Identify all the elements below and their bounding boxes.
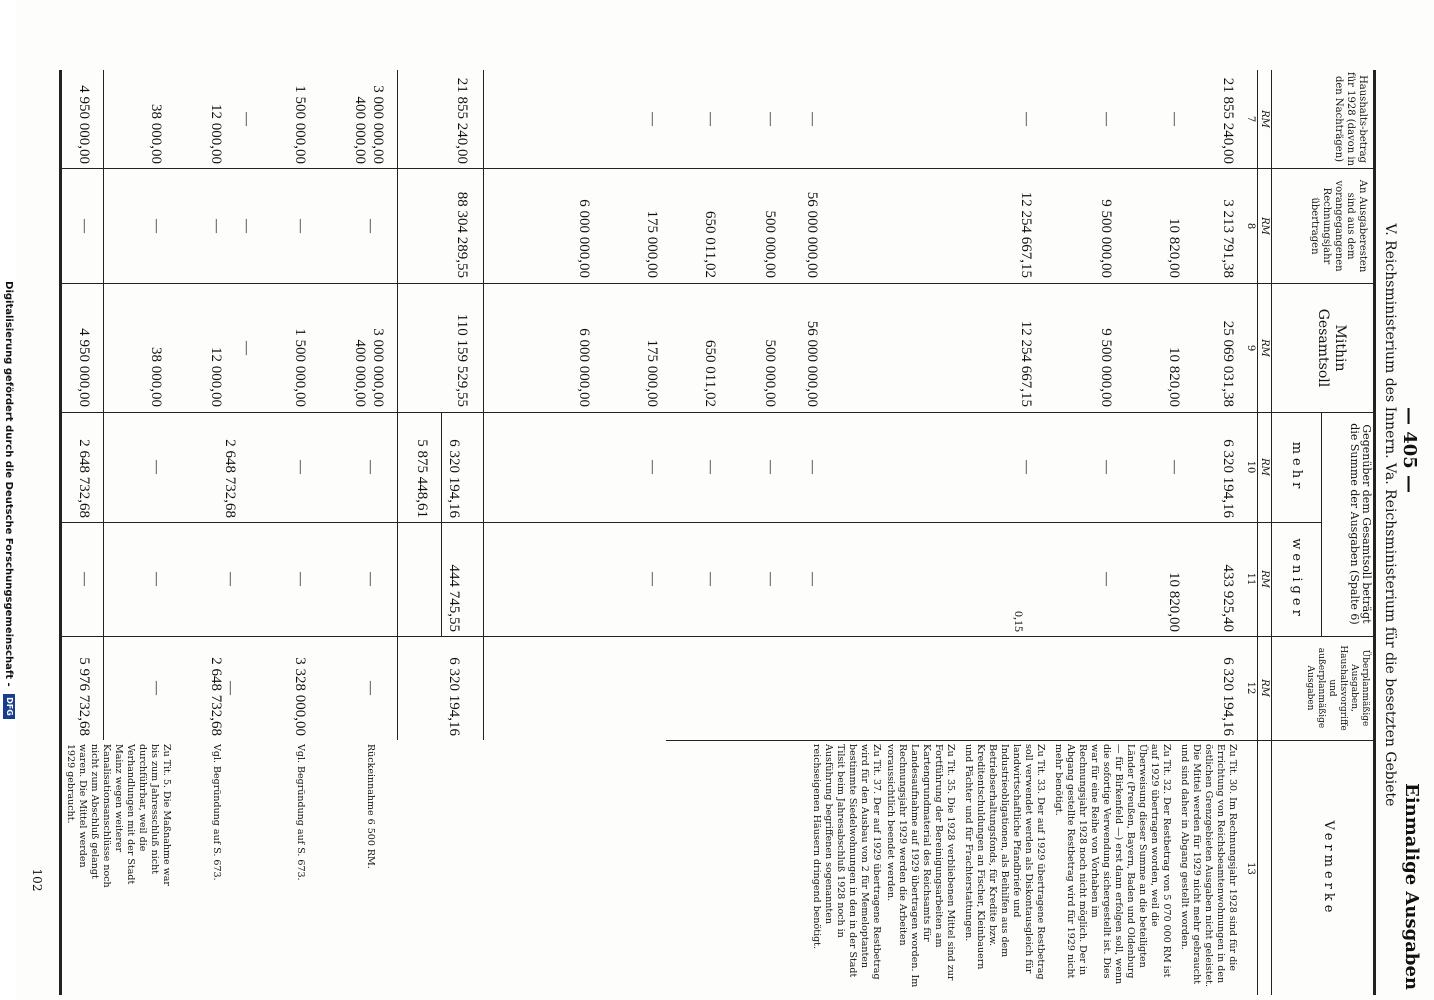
- colnum-10: 10: [1245, 460, 1256, 474]
- table-cell: 9 500 000,00: [1098, 328, 1114, 407]
- table-cell: 38 000,00: [148, 104, 164, 164]
- units-rule: [1257, 70, 1258, 995]
- page-number: — 405 —: [1399, 406, 1420, 494]
- sum-cell: —: [77, 219, 92, 233]
- remark-tit-33: Zu Tit. 33. Der auf 1929 übertragene Restbetrag soll verwendet werden als Diskontausgleich für landwirtschaftliche Pfandbriefe und Industrieobligationen, als Beihilfen aus dem Betriebserhaltungsfonds, für Kredite bzw. Kreditentschuldungen an Fischer, Kleinbauern und Pächter und für Frachterstattungen.: [963, 744, 1046, 980]
- remark-begruendung: Vgl. Begründung auf S. 673.: [295, 744, 306, 881]
- table-cell: —: [293, 460, 308, 474]
- col-header-12: Überplanmäßige Ausgaben, Haushaltsvorgriffe und außerplanmäßige Ausgaben: [1305, 645, 1370, 731]
- table-cell: 56 000 000,00: [804, 320, 820, 407]
- table-cell: 12 000,00: [208, 104, 224, 164]
- remark-tit-37: Zu Tit. 37. Der auf 1929 übertragene Restbetrag wird für den Ausbau von 2 für Memeloptanten bestimmte Siedelwohnungen in den in der Stadt Tilsit beim Jahresabschluß 1928 noch in Ausführung begriffenen sogenannten reichseigenen Häusern dringend benötigt.: [811, 744, 882, 980]
- header-bottom-rule: [1271, 70, 1272, 995]
- table-cell: 3 328 000,00: [292, 657, 308, 736]
- col-header-11: weniger: [1289, 538, 1304, 620]
- table-cell: 56 000 000,00: [804, 191, 820, 278]
- table-cell: —: [645, 572, 660, 586]
- footer-page-number: 102: [30, 868, 44, 892]
- table-cell: —: [239, 341, 254, 355]
- col-sep-10-11: [62, 522, 1322, 523]
- colnum-13: 13: [1245, 862, 1256, 875]
- table-cell: —: [1019, 460, 1034, 474]
- table-cell: 12 000,00: [208, 347, 224, 407]
- table-cell: —: [703, 112, 718, 126]
- table-cell: —: [149, 572, 164, 586]
- sum-top-rule: [483, 70, 484, 740]
- table-cell: —: [223, 681, 238, 695]
- digitization-note-text: Digitalisierung gefördert durch die Deutsche Forschungsgemeinschaft -: [3, 281, 14, 687]
- col-header-7: Haushalts-betrag für 1928 (davon in den Nachträgen): [1333, 72, 1368, 166]
- table-cell: 650 011,02: [702, 211, 718, 278]
- col-header-8: An Ausgaberesten sind aus dem vorangegangenen Rechnungsjahr übertragen: [1309, 179, 1368, 273]
- table-cell: —: [763, 112, 778, 126]
- table-cell: —: [1019, 112, 1034, 126]
- table-cell: —: [703, 460, 718, 474]
- digitization-note: [0, 0, 16, 1000]
- table-cell: 10 820,00: [1166, 347, 1182, 407]
- table-cell: —: [805, 572, 820, 586]
- col-header-9: Mithin Gesamtsoll: [1315, 308, 1348, 388]
- table-top-rule: [1373, 70, 1376, 995]
- table-cell: —: [805, 460, 820, 474]
- col-header-group: Gegenüber dem Gesamtsoll beträgt die Summe der Ausgaben (Spalte 6): [1348, 423, 1373, 625]
- col-sep-9-10: [62, 412, 1376, 413]
- group-header-rule: [1321, 412, 1322, 636]
- col-header-13: Vermerke: [1321, 820, 1336, 917]
- table-cell: —: [805, 112, 820, 126]
- remark-rueckeinnahme: Rückeinnahme 6 500 RM.: [365, 744, 376, 869]
- table-cell: —: [1099, 112, 1114, 126]
- sum-cell: 4 950 000,00: [76, 328, 92, 407]
- table-cell: 175 000,00: [644, 210, 660, 278]
- sum-mid-rule: [441, 412, 442, 636]
- table-cell: —: [293, 219, 308, 233]
- unit-11: RM: [1259, 570, 1270, 588]
- col-sep-12-13: [666, 740, 1376, 741]
- table-cell: —: [149, 460, 164, 474]
- table-cell: —: [703, 572, 718, 586]
- table-cell: 0,15: [1012, 611, 1026, 632]
- unit-12: RM: [1259, 679, 1270, 697]
- table-cell: —: [763, 460, 778, 474]
- col-header-10: mehr: [1289, 441, 1304, 493]
- colnum-8: 8: [1245, 222, 1256, 230]
- table-cell: —: [239, 112, 254, 126]
- col-sep-11-12: [62, 636, 1376, 637]
- table-cell: —: [363, 681, 378, 695]
- colnum-11: 11: [1245, 572, 1256, 586]
- ministry-heading: V. Reichsministerium des Innern. Va. Reichsministerium für die besetzten Gebiete: [1382, 223, 1398, 807]
- unit-8: RM: [1259, 217, 1270, 235]
- bottom-sum-rule: [103, 70, 104, 740]
- table-cell: 21 855 240,00: [1220, 77, 1236, 164]
- table-cell: —: [363, 219, 378, 233]
- colnum-12: 12: [1245, 681, 1256, 695]
- table-cell: 6 320 194,16: [1220, 657, 1236, 736]
- table-cell: —: [645, 112, 660, 126]
- table-cell: 650 011,02: [702, 340, 718, 407]
- sum-cell: 5 875 448,61: [414, 439, 430, 518]
- col-sep-7-8: [62, 168, 1376, 169]
- remark-tit-32: Zu Tit. 32. Der Restbetrag von 5 070 000 RM ist auf 1929 übertragen worden, weil die Überweisung dieser Summe an die beteiligten Länder (Preußen, Bayern, Baden und Oldenburg — für Birkenfeld —) erst dann erfolgen soll, wenn die sofortige Verwendung sichergestellt ist. Dies war für eine Reihe von Vorhaben im Rechnungsjahr 1928 noch nicht möglich. Der in Abgang gestellte Restbetrag wird für 1929 nicht mehr benötigt.: [1053, 744, 1172, 985]
- table-cell: —: [363, 460, 378, 474]
- table-cell: 10 820,00: [1166, 218, 1182, 278]
- table-cell: —: [1167, 112, 1182, 126]
- table-cell: —: [645, 460, 660, 474]
- table-cell: 9 500 000,00: [1098, 199, 1114, 278]
- sum-cell: 5 976 732,68: [76, 657, 92, 736]
- sum-cell: 21 855 240,00: [454, 77, 470, 164]
- table-cell: —: [293, 572, 308, 586]
- table-cell: —: [1099, 572, 1114, 586]
- sum-cell: 6 320 194,16: [446, 439, 462, 518]
- table-cell: 400 000,00: [352, 339, 368, 407]
- table-cell: 2 648 732,68: [222, 439, 238, 518]
- table-cell: 1 500 000,00: [292, 328, 308, 407]
- unit-7: RM: [1259, 110, 1270, 128]
- table-cell: 6 000 000,00: [576, 199, 592, 278]
- remark-tit-35: Zu Tit. 35. Die 1928 verbliebenen Mittel sind zur Fortführung der Bereinigungsarbeiten am Kartengrundmaterial des Reichsamts für Landesaufnahme auf 1929 übertragen worden. Im Rechnungsjahr 1929 werden die Arbeiten voraussichtlich beendet werden.: [885, 744, 956, 988]
- table-cell: 433 925,40: [1220, 564, 1236, 632]
- table-cell: 12 254 667,15: [1018, 320, 1034, 407]
- dfg-logo: DFG: [3, 694, 15, 719]
- table-cell: 12 254 667,15: [1018, 191, 1034, 278]
- colnum-9: 9: [1245, 344, 1256, 352]
- sum-cell: 4 950 000,00: [76, 85, 92, 164]
- table-cell: 25 069 031,38: [1220, 320, 1236, 407]
- remark-begruendung: Vgl. Begründung auf S. 673.: [211, 744, 222, 881]
- table-cell: 6 320 194,16: [1220, 439, 1236, 518]
- remark-tit-5: Zu Tit. 5. Die Maßnahme war bis zum Jahresschluß nicht durchführbar, weil die Verhandlungen mit der Stadt Mainz wegen weiterer Kanalisationsanschlüsse noch nicht zum Abschluß gelangt waren. Die Mittel werden 1929 gebraucht.: [65, 744, 172, 888]
- table-cell: —: [363, 572, 378, 586]
- sum-bottom-rule: [397, 70, 398, 740]
- table-cell: 500 000,00: [762, 210, 778, 278]
- table-cell: —: [763, 572, 778, 586]
- table-cell: 400 000,00: [352, 96, 368, 164]
- table-cell: —: [149, 681, 164, 695]
- sum-cell: 444 745,55: [446, 564, 462, 632]
- table-cell: 10 820,00: [1166, 572, 1182, 632]
- sum-cell: 6 320 194,16: [446, 657, 462, 736]
- col-sep-8-9: [62, 283, 1376, 284]
- table-cell: 3 213 791,38: [1220, 199, 1236, 278]
- table-cell: 3 000 000,00: [370, 328, 386, 407]
- table-cell: 2 648 732,68: [208, 657, 224, 736]
- table-cell: —: [223, 572, 238, 586]
- table-cell: 500 000,00: [762, 339, 778, 407]
- colnum-7: 7: [1245, 115, 1256, 123]
- page-title: Einmalige Ausgaben: [1401, 783, 1422, 990]
- sum-cell: —: [77, 572, 92, 586]
- table-cell: 175 000,00: [644, 339, 660, 407]
- table-cell: —: [149, 219, 164, 233]
- table-cell: —: [239, 219, 254, 233]
- unit-10: RM: [1259, 458, 1270, 476]
- table-cell: 1 500 000,00: [292, 85, 308, 164]
- table-cell: —: [1099, 460, 1114, 474]
- table-cell: —: [209, 219, 224, 233]
- sum-cell: 2 648 732,68: [76, 439, 92, 518]
- unit-9: RM: [1259, 339, 1270, 357]
- sum-cell: 110 159 529,55: [454, 313, 470, 407]
- table-cell: 3 000 000,00: [370, 85, 386, 164]
- table-cell: 38 000,00: [148, 347, 164, 407]
- table-cell: 6 000 000,00: [576, 328, 592, 407]
- table-cell: —: [1167, 460, 1182, 474]
- remark-tit-30: Zu Tit. 30. Im Rechnungsjahr 1928 sind für die Errichtung von Reichsbeamtenwohnungen in den östlichen Grenzgebieten Ausgaben nicht geleistet. Die Mittel werden für 1929 nicht mehr gebraucht und sind daher in Abgang gestellt worden.: [1179, 744, 1238, 988]
- table-bottom-rule: [59, 70, 62, 995]
- sum-cell: 88 304 289,55: [454, 191, 470, 278]
